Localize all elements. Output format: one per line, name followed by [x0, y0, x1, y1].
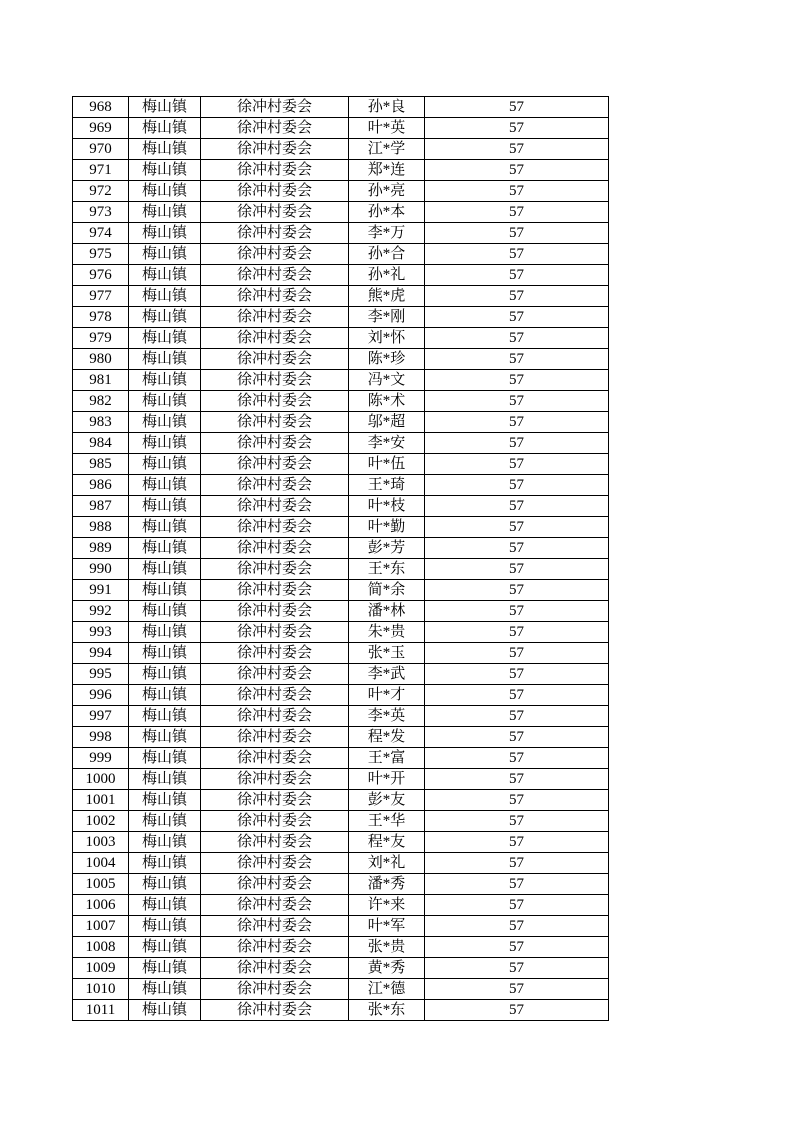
village-committee-cell: 徐冲村委会: [201, 958, 349, 979]
village-committee-cell: 徐冲村委会: [201, 979, 349, 1000]
amount-cell: 57: [425, 433, 609, 454]
roster-table-body: [73, 97, 609, 1021]
table-row: [73, 307, 609, 328]
row-number-cell: 1008: [73, 937, 129, 958]
person-name-cell: 邬*超: [349, 412, 425, 433]
town-cell: 梅山镇: [129, 895, 201, 916]
person-name-cell: 陈*珍: [349, 349, 425, 370]
row-number-cell: 972: [73, 181, 129, 202]
town-cell: 梅山镇: [129, 328, 201, 349]
town-cell: 梅山镇: [129, 685, 201, 706]
village-committee-cell: 徐冲村委会: [201, 916, 349, 937]
town-cell: 梅山镇: [129, 454, 201, 475]
table-row: [73, 580, 609, 601]
table-row: [73, 811, 609, 832]
town-cell: 梅山镇: [129, 601, 201, 622]
person-name-cell: 张*东: [349, 1000, 425, 1021]
table-row: [73, 139, 609, 160]
person-name-cell: 王*东: [349, 559, 425, 580]
village-committee-cell: 徐冲村委会: [201, 685, 349, 706]
person-name-cell: 程*友: [349, 832, 425, 853]
town-cell: 梅山镇: [129, 286, 201, 307]
town-cell: 梅山镇: [129, 916, 201, 937]
person-name-cell: 李*武: [349, 664, 425, 685]
town-cell: 梅山镇: [129, 475, 201, 496]
row-number-cell: 995: [73, 664, 129, 685]
person-name-cell: 叶*勤: [349, 517, 425, 538]
row-number-cell: 971: [73, 160, 129, 181]
person-name-cell: 王*琦: [349, 475, 425, 496]
row-number-cell: 991: [73, 580, 129, 601]
village-committee-cell: 徐冲村委会: [201, 475, 349, 496]
row-number-cell: 1005: [73, 874, 129, 895]
table-row: [73, 328, 609, 349]
row-number-cell: 1011: [73, 1000, 129, 1021]
table-row: [73, 727, 609, 748]
table-row: [73, 454, 609, 475]
row-number-cell: 999: [73, 748, 129, 769]
row-number-cell: 977: [73, 286, 129, 307]
table-row: [73, 958, 609, 979]
town-cell: 梅山镇: [129, 349, 201, 370]
town-cell: 梅山镇: [129, 853, 201, 874]
amount-cell: 57: [425, 181, 609, 202]
amount-cell: 57: [425, 391, 609, 412]
town-cell: 梅山镇: [129, 580, 201, 601]
town-cell: 梅山镇: [129, 811, 201, 832]
table-row: [73, 559, 609, 580]
amount-cell: 57: [425, 790, 609, 811]
village-committee-cell: 徐冲村委会: [201, 496, 349, 517]
table-row: [73, 118, 609, 139]
table-row: [73, 391, 609, 412]
town-cell: 梅山镇: [129, 391, 201, 412]
amount-cell: 57: [425, 265, 609, 286]
amount-cell: 57: [425, 97, 609, 118]
town-cell: 梅山镇: [129, 622, 201, 643]
amount-cell: 57: [425, 370, 609, 391]
amount-cell: 57: [425, 601, 609, 622]
table-row: [73, 643, 609, 664]
person-name-cell: 彭*芳: [349, 538, 425, 559]
village-committee-cell: 徐冲村委会: [201, 286, 349, 307]
row-number-cell: 987: [73, 496, 129, 517]
amount-cell: 57: [425, 139, 609, 160]
table-row: [73, 265, 609, 286]
roster-table: [72, 96, 609, 1021]
village-committee-cell: 徐冲村委会: [201, 202, 349, 223]
person-name-cell: 叶*枝: [349, 496, 425, 517]
village-committee-cell: 徐冲村委会: [201, 517, 349, 538]
town-cell: 梅山镇: [129, 139, 201, 160]
row-number-cell: 1002: [73, 811, 129, 832]
row-number-cell: 1000: [73, 769, 129, 790]
person-name-cell: 叶*才: [349, 685, 425, 706]
amount-cell: 57: [425, 874, 609, 895]
table-row: [73, 769, 609, 790]
town-cell: 梅山镇: [129, 958, 201, 979]
village-committee-cell: 徐冲村委会: [201, 181, 349, 202]
town-cell: 梅山镇: [129, 874, 201, 895]
person-name-cell: 孙*本: [349, 202, 425, 223]
village-committee-cell: 徐冲村委会: [201, 601, 349, 622]
person-name-cell: 熊*虎: [349, 286, 425, 307]
village-committee-cell: 徐冲村委会: [201, 664, 349, 685]
town-cell: 梅山镇: [129, 160, 201, 181]
table-row: [73, 412, 609, 433]
table-row: [73, 748, 609, 769]
amount-cell: 57: [425, 937, 609, 958]
row-number-cell: 993: [73, 622, 129, 643]
village-committee-cell: 徐冲村委会: [201, 1000, 349, 1021]
table-row: [73, 1000, 609, 1021]
person-name-cell: 叶*开: [349, 769, 425, 790]
village-committee-cell: 徐冲村委会: [201, 265, 349, 286]
person-name-cell: 潘*秀: [349, 874, 425, 895]
town-cell: 梅山镇: [129, 265, 201, 286]
amount-cell: 57: [425, 853, 609, 874]
village-committee-cell: 徐冲村委会: [201, 454, 349, 475]
row-number-cell: 1003: [73, 832, 129, 853]
town-cell: 梅山镇: [129, 937, 201, 958]
amount-cell: 57: [425, 454, 609, 475]
amount-cell: 57: [425, 223, 609, 244]
town-cell: 梅山镇: [129, 643, 201, 664]
amount-cell: 57: [425, 706, 609, 727]
person-name-cell: 孙*良: [349, 97, 425, 118]
person-name-cell: 叶*军: [349, 916, 425, 937]
village-committee-cell: 徐冲村委会: [201, 643, 349, 664]
person-name-cell: 孙*礼: [349, 265, 425, 286]
person-name-cell: 王*富: [349, 748, 425, 769]
row-number-cell: 1009: [73, 958, 129, 979]
amount-cell: 57: [425, 643, 609, 664]
town-cell: 梅山镇: [129, 370, 201, 391]
amount-cell: 57: [425, 895, 609, 916]
town-cell: 梅山镇: [129, 118, 201, 139]
town-cell: 梅山镇: [129, 790, 201, 811]
amount-cell: 57: [425, 475, 609, 496]
table-row: [73, 832, 609, 853]
table-row: [73, 874, 609, 895]
amount-cell: 57: [425, 685, 609, 706]
table-row: [73, 601, 609, 622]
town-cell: 梅山镇: [129, 223, 201, 244]
village-committee-cell: 徐冲村委会: [201, 307, 349, 328]
row-number-cell: 969: [73, 118, 129, 139]
town-cell: 梅山镇: [129, 307, 201, 328]
person-name-cell: 张*玉: [349, 643, 425, 664]
town-cell: 梅山镇: [129, 727, 201, 748]
row-number-cell: 1001: [73, 790, 129, 811]
row-number-cell: 968: [73, 97, 129, 118]
row-number-cell: 988: [73, 517, 129, 538]
amount-cell: 57: [425, 748, 609, 769]
row-number-cell: 990: [73, 559, 129, 580]
person-name-cell: 刘*怀: [349, 328, 425, 349]
row-number-cell: 981: [73, 370, 129, 391]
village-committee-cell: 徐冲村委会: [201, 391, 349, 412]
row-number-cell: 979: [73, 328, 129, 349]
amount-cell: 57: [425, 538, 609, 559]
amount-cell: 57: [425, 328, 609, 349]
row-number-cell: 996: [73, 685, 129, 706]
row-number-cell: 974: [73, 223, 129, 244]
village-committee-cell: 徐冲村委会: [201, 622, 349, 643]
village-committee-cell: 徐冲村委会: [201, 832, 349, 853]
row-number-cell: 978: [73, 307, 129, 328]
town-cell: 梅山镇: [129, 559, 201, 580]
amount-cell: 57: [425, 622, 609, 643]
village-committee-cell: 徐冲村委会: [201, 139, 349, 160]
person-name-cell: 江*德: [349, 979, 425, 1000]
town-cell: 梅山镇: [129, 832, 201, 853]
amount-cell: 57: [425, 118, 609, 139]
row-number-cell: 970: [73, 139, 129, 160]
row-number-cell: 989: [73, 538, 129, 559]
amount-cell: 57: [425, 160, 609, 181]
row-number-cell: 973: [73, 202, 129, 223]
village-committee-cell: 徐冲村委会: [201, 580, 349, 601]
village-committee-cell: 徐冲村委会: [201, 811, 349, 832]
table-row: [73, 370, 609, 391]
person-name-cell: 孙*合: [349, 244, 425, 265]
row-number-cell: 980: [73, 349, 129, 370]
row-number-cell: 1010: [73, 979, 129, 1000]
person-name-cell: 彭*友: [349, 790, 425, 811]
table-row: [73, 517, 609, 538]
village-committee-cell: 徐冲村委会: [201, 937, 349, 958]
village-committee-cell: 徐冲村委会: [201, 160, 349, 181]
village-committee-cell: 徐冲村委会: [201, 244, 349, 265]
person-name-cell: 许*来: [349, 895, 425, 916]
amount-cell: 57: [425, 769, 609, 790]
amount-cell: 57: [425, 580, 609, 601]
town-cell: 梅山镇: [129, 244, 201, 265]
table-row: [73, 895, 609, 916]
village-committee-cell: 徐冲村委会: [201, 412, 349, 433]
table-row: [73, 286, 609, 307]
person-name-cell: 叶*英: [349, 118, 425, 139]
town-cell: 梅山镇: [129, 769, 201, 790]
person-name-cell: 潘*林: [349, 601, 425, 622]
table-row: [73, 979, 609, 1000]
table-row: [73, 664, 609, 685]
table-row: [73, 160, 609, 181]
person-name-cell: 黄*秀: [349, 958, 425, 979]
person-name-cell: 叶*伍: [349, 454, 425, 475]
person-name-cell: 李*万: [349, 223, 425, 244]
amount-cell: 57: [425, 517, 609, 538]
table-row: [73, 475, 609, 496]
amount-cell: 57: [425, 559, 609, 580]
table-row: [73, 223, 609, 244]
amount-cell: 57: [425, 202, 609, 223]
person-name-cell: 李*英: [349, 706, 425, 727]
amount-cell: 57: [425, 958, 609, 979]
row-number-cell: 998: [73, 727, 129, 748]
town-cell: 梅山镇: [129, 97, 201, 118]
town-cell: 梅山镇: [129, 748, 201, 769]
person-name-cell: 陈*术: [349, 391, 425, 412]
row-number-cell: 985: [73, 454, 129, 475]
row-number-cell: 982: [73, 391, 129, 412]
table-row: [73, 433, 609, 454]
village-committee-cell: 徐冲村委会: [201, 769, 349, 790]
amount-cell: 57: [425, 1000, 609, 1021]
amount-cell: 57: [425, 349, 609, 370]
table-row: [73, 349, 609, 370]
row-number-cell: 994: [73, 643, 129, 664]
row-number-cell: 992: [73, 601, 129, 622]
table-row: [73, 916, 609, 937]
person-name-cell: 李*刚: [349, 307, 425, 328]
amount-cell: 57: [425, 664, 609, 685]
table-row: [73, 538, 609, 559]
amount-cell: 57: [425, 811, 609, 832]
village-committee-cell: 徐冲村委会: [201, 349, 349, 370]
town-cell: 梅山镇: [129, 706, 201, 727]
village-committee-cell: 徐冲村委会: [201, 118, 349, 139]
amount-cell: 57: [425, 727, 609, 748]
amount-cell: 57: [425, 412, 609, 433]
village-committee-cell: 徐冲村委会: [201, 223, 349, 244]
village-committee-cell: 徐冲村委会: [201, 559, 349, 580]
person-name-cell: 朱*贵: [349, 622, 425, 643]
village-committee-cell: 徐冲村委会: [201, 370, 349, 391]
town-cell: 梅山镇: [129, 496, 201, 517]
town-cell: 梅山镇: [129, 181, 201, 202]
table-row: [73, 622, 609, 643]
row-number-cell: 1004: [73, 853, 129, 874]
table-row: [73, 937, 609, 958]
person-name-cell: 刘*礼: [349, 853, 425, 874]
row-number-cell: 986: [73, 475, 129, 496]
person-name-cell: 王*华: [349, 811, 425, 832]
table-row: [73, 853, 609, 874]
table-row: [73, 685, 609, 706]
amount-cell: 57: [425, 496, 609, 517]
town-cell: 梅山镇: [129, 433, 201, 454]
town-cell: 梅山镇: [129, 538, 201, 559]
table-row: [73, 496, 609, 517]
table-row: [73, 790, 609, 811]
village-committee-cell: 徐冲村委会: [201, 790, 349, 811]
person-name-cell: 程*发: [349, 727, 425, 748]
village-committee-cell: 徐冲村委会: [201, 538, 349, 559]
row-number-cell: 984: [73, 433, 129, 454]
village-committee-cell: 徐冲村委会: [201, 874, 349, 895]
row-number-cell: 976: [73, 265, 129, 286]
amount-cell: 57: [425, 979, 609, 1000]
town-cell: 梅山镇: [129, 202, 201, 223]
row-number-cell: 1006: [73, 895, 129, 916]
person-name-cell: 李*安: [349, 433, 425, 454]
village-committee-cell: 徐冲村委会: [201, 727, 349, 748]
amount-cell: 57: [425, 286, 609, 307]
amount-cell: 57: [425, 832, 609, 853]
person-name-cell: 冯*文: [349, 370, 425, 391]
person-name-cell: 简*余: [349, 580, 425, 601]
amount-cell: 57: [425, 244, 609, 265]
town-cell: 梅山镇: [129, 517, 201, 538]
row-number-cell: 983: [73, 412, 129, 433]
row-number-cell: 997: [73, 706, 129, 727]
row-number-cell: 1007: [73, 916, 129, 937]
table-row: [73, 97, 609, 118]
village-committee-cell: 徐冲村委会: [201, 706, 349, 727]
person-name-cell: 张*贵: [349, 937, 425, 958]
amount-cell: 57: [425, 916, 609, 937]
amount-cell: 57: [425, 307, 609, 328]
person-name-cell: 江*学: [349, 139, 425, 160]
row-number-cell: 975: [73, 244, 129, 265]
town-cell: 梅山镇: [129, 664, 201, 685]
village-committee-cell: 徐冲村委会: [201, 748, 349, 769]
village-committee-cell: 徐冲村委会: [201, 97, 349, 118]
person-name-cell: 郑*连: [349, 160, 425, 181]
table-row: [73, 202, 609, 223]
village-committee-cell: 徐冲村委会: [201, 433, 349, 454]
table-row: [73, 181, 609, 202]
town-cell: 梅山镇: [129, 412, 201, 433]
village-committee-cell: 徐冲村委会: [201, 853, 349, 874]
town-cell: 梅山镇: [129, 1000, 201, 1021]
village-committee-cell: 徐冲村委会: [201, 895, 349, 916]
table-row: [73, 244, 609, 265]
town-cell: 梅山镇: [129, 979, 201, 1000]
table-row: [73, 706, 609, 727]
person-name-cell: 孙*亮: [349, 181, 425, 202]
village-committee-cell: 徐冲村委会: [201, 328, 349, 349]
